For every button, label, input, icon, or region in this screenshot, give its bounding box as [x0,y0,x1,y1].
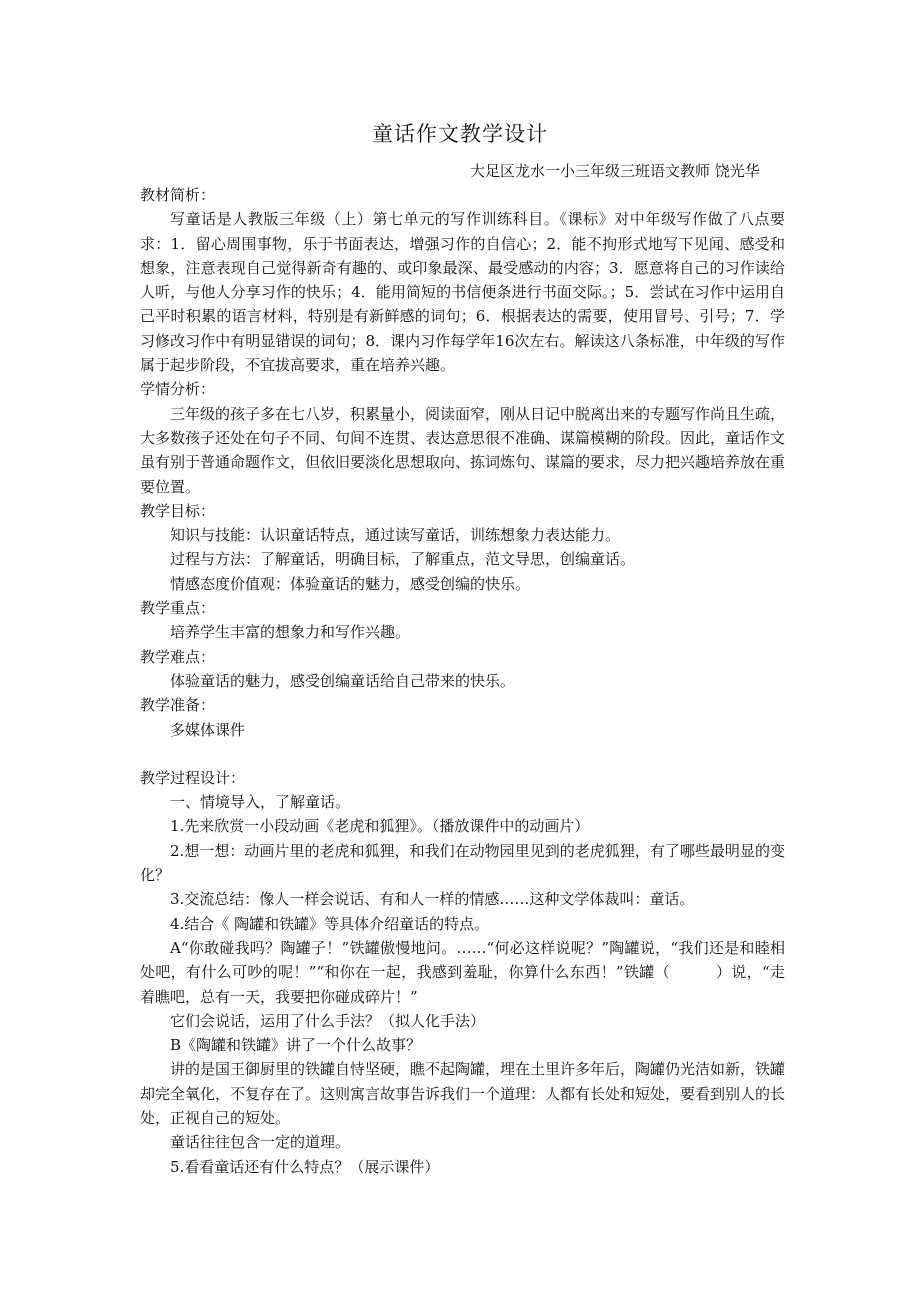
blank-line [140,742,785,766]
section-heading-difficulty: 教学难点： [140,647,216,666]
step-intro: 一、情境导入，了解童话。 [170,793,351,812]
quote-a: A“你敢碰我吗？陶罐子！”铁罐傲慢地问。……“何必这样说呢？”陶罐说，“我们还是和睦相处吧，有什么可吵的呢！”“和你在一起，我感到羞耻，你算什么东西！”铁罐（ ）说，“走着瞧吧，总有一天，我要把你碰成碎片！” [140,938,785,1006]
step-5: 5.看看童话还有什么特点？（展示课件） [170,1157,440,1176]
goal-process: 过程与方法：了解童话，明确目标，了解重点，范文导思，创编童话。 [170,550,636,569]
question-b: B《陶罐和铁罐》讲了一个什么故事？ [170,1036,422,1055]
prep-text: 多媒体课件 [170,720,246,739]
section-heading-prep: 教学准备： [140,696,216,715]
goal-emotion: 情感态度价值观：体验童话的魅力，感受创编的快乐。 [170,574,531,593]
step-2: 2.想一想：动画片里的老虎和狐狸，和我们在动物园里见到的老虎狐狸，有了哪些最明显的变化？ [140,841,785,885]
section-heading-goals: 教学目标： [140,501,216,520]
moral-text: 童话往往包含一定的道理。 [170,1133,351,1152]
step-1: 1.先来欣赏一小段动画《老虎和狐狸》。（播放课件中的动画片） [170,817,590,836]
step-4: 4.结合《 陶罐和铁罐》等具体介绍童话的特点。 [170,914,490,933]
learner-paragraph: 三年级的孩子多在七八岁，积累量小，阅读面窄，刚从日记中脱离出来的专题写作尚且生疏，大多数孩子还处在句子不同、句间不连贯、表达意思很不准确、谋篇模糊的阶段。因此，童话作文虽有别于普通命题作文，但依旧要淡化思想取向、拣词炼句、谋篇的要求，尽力把兴趣培养放在重要位置。 [140,404,786,496]
difficulty-text: 体验童话的魅力，感受创编童话给自己带来的快乐。 [170,671,516,690]
question-a: 它们会说话，运用了什么手法？（拟人化手法） [170,1011,486,1030]
key-text: 培养学生丰富的想象力和写作兴趣。 [170,623,411,642]
section-heading-process: 教学过程设计： [140,768,246,787]
material-paragraph: 写童话是人教版三年级（上）第七单元的写作训练科目。《课标》对中年级写作做了八点要求：1．留心周围事物，乐于书面表达，增强习作的自信心；2．能不拘形式地写下见闻、感受和想象，注意表现自己觉得新奇有趣的、或印象最深、最受感动的内容；3．愿意将自己的习作读给人听，与他人分享习作的快乐；4．能用简短的书信便条进行书面交际。；5．尝试在习作中运用自己平时积累的语言材料，特别是有新鲜感的词句；6．根据表达的需要，使用冒号、引号；7．学习修改习作中有明显错误的词句；8．课内习作每学年16次左右。解读这八条标准，中年级的写作属于起步阶段，不宜拔高要求，重在培养兴趣。 [140,210,785,375]
page-title: 童话作文教学设计 [372,122,548,146]
goal-knowledge: 知识与技能：认识童话特点，通过读写童话，训练想象力表达能力。 [170,526,621,545]
author-line: 大足区龙水一小三年级三班语文教师 饶光华 [470,162,760,180]
document-body [140,183,785,1179]
section-heading-material: 教材简析： [140,186,216,204]
section-heading-key: 教学重点： [140,599,216,618]
answer-b: 讲的是国王御厨里的铁罐自恃坚硬，瞧不起陶罐，埋在土里许多年后，陶罐仍光洁如新，铁罐却完全氧化，不复存在了。这则寓言故事告诉我们一个道理：人都有长处和短处，要看到别人的长处，正视自己的短处。 [140,1060,786,1127]
step-3: 3.交流总结：像人一样会说话、有和人一样的情感……这种文学体裁叫：童话。 [170,890,695,909]
section-heading-learner: 学情分析： [140,380,216,399]
